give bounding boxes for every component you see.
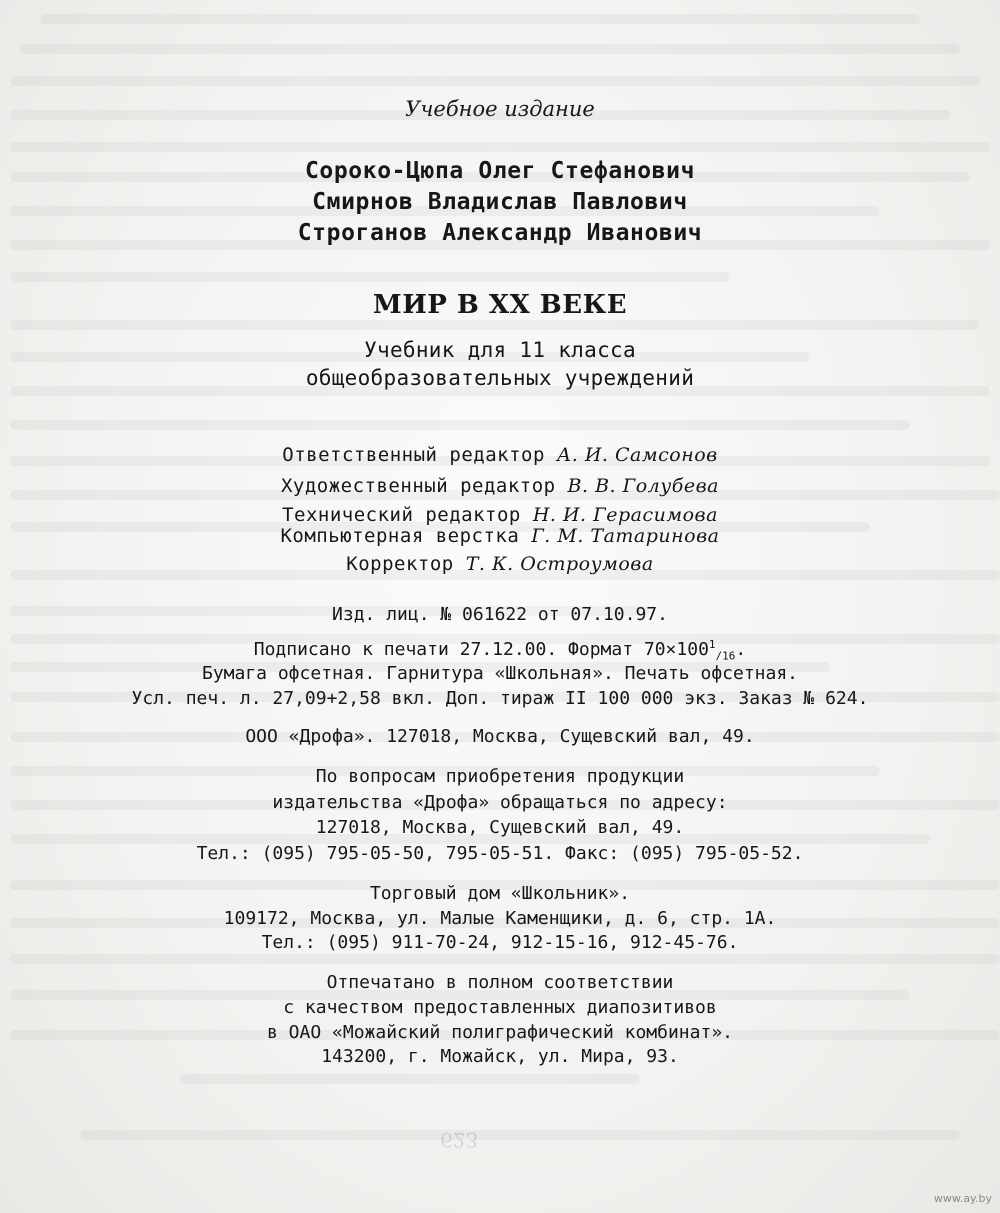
credit-person: Н. И. Герасимова (532, 504, 718, 526)
trade-house-name: Торговый дом «Школьник». (369, 883, 631, 904)
credit-proofreader (0, 553, 1000, 575)
publishing-license: Изд. лиц. № 061622 от 07.10.97. (332, 604, 668, 625)
credit-person: Г. М. Татаринова (531, 525, 720, 547)
purchase-info-line-3: 127018, Москва, Сущевский вал, 49. (315, 817, 685, 838)
edition-type: Учебное издание (405, 97, 595, 121)
trade-house-address: 109172, Москва, ул. Малые Каменщики, д. 6, стр. 1А. (223, 908, 777, 929)
credit-role: Компьютерная верстка (280, 525, 520, 547)
purchase-info-line-2: издательства «Дрофа» обращаться по адресу: (272, 792, 728, 813)
signed-suffix: . (735, 639, 747, 660)
printed-at-line-2: с качеством предоставленных диапозитивов (283, 997, 717, 1018)
credit-responsible-editor (0, 444, 1000, 466)
book-title: МИР В XX ВЕКЕ (372, 290, 628, 320)
credit-layout (0, 525, 1000, 547)
format-sub: /16 (715, 649, 736, 663)
credit-technical-editor (0, 504, 1000, 526)
subtitle-line-1: Учебник для 11 класса (364, 338, 636, 362)
credit-person: В. В. Голубева (567, 475, 719, 497)
signed-text: Подписано к печати 27.12.00. Формат 70×100 (253, 639, 709, 660)
credit-person: Т. К. Остроумова (465, 553, 654, 575)
purchase-info-line-4: Тел.: (095) 795-05-50, 795-05-51. Факс: (095) 795-05-52. (196, 843, 804, 864)
signed-for-print (0, 638, 1000, 663)
ghost-page-number: 623 (440, 1128, 479, 1152)
site-watermark: www.ay.by (933, 1192, 992, 1205)
printed-at-line-4: 143200, г. Можайск, ул. Мира, 93. (321, 1046, 679, 1067)
purchase-info-line-1: По вопросам приобретения продукции (315, 766, 685, 787)
credit-role: Ответственный редактор (282, 444, 545, 466)
credit-art-editor (0, 475, 1000, 497)
print-run-info: Усл. печ. л. 27,09+2,58 вкл. Доп. тираж II 100 000 экз. Заказ № 624. (131, 688, 869, 709)
credit-role: Художественный редактор (280, 475, 556, 497)
credit-person: А. И. Самсонов (556, 444, 718, 466)
publisher-address: ООО «Дрофа». 127018, Москва, Сущевский вал, 49. (245, 726, 755, 747)
credit-role: Технический редактор (282, 504, 521, 526)
trade-house-phone: Тел.: (095) 911-70-24, 912-15-16, 912-45-76. (261, 932, 739, 953)
printed-at-line-3: в ОАО «Можайский полиграфический комбинат». (267, 1022, 733, 1043)
printed-at-line-1: Отпечатано в полном соответствии (326, 972, 674, 993)
paper-info: Бумага офсетная. Гарнитура «Школьная». Печать офсетная. (201, 663, 799, 684)
credit-role: Корректор (346, 553, 454, 575)
author-1: Сороко-Цюпа Олег Стефанович (304, 158, 696, 184)
author-2: Смирнов Владислав Павлович (312, 189, 688, 215)
subtitle-line-2: общеобразовательных учреждений (305, 366, 695, 390)
author-3: Строганов Александр Иванович (297, 220, 703, 246)
format-sup: 1 (708, 638, 716, 651)
